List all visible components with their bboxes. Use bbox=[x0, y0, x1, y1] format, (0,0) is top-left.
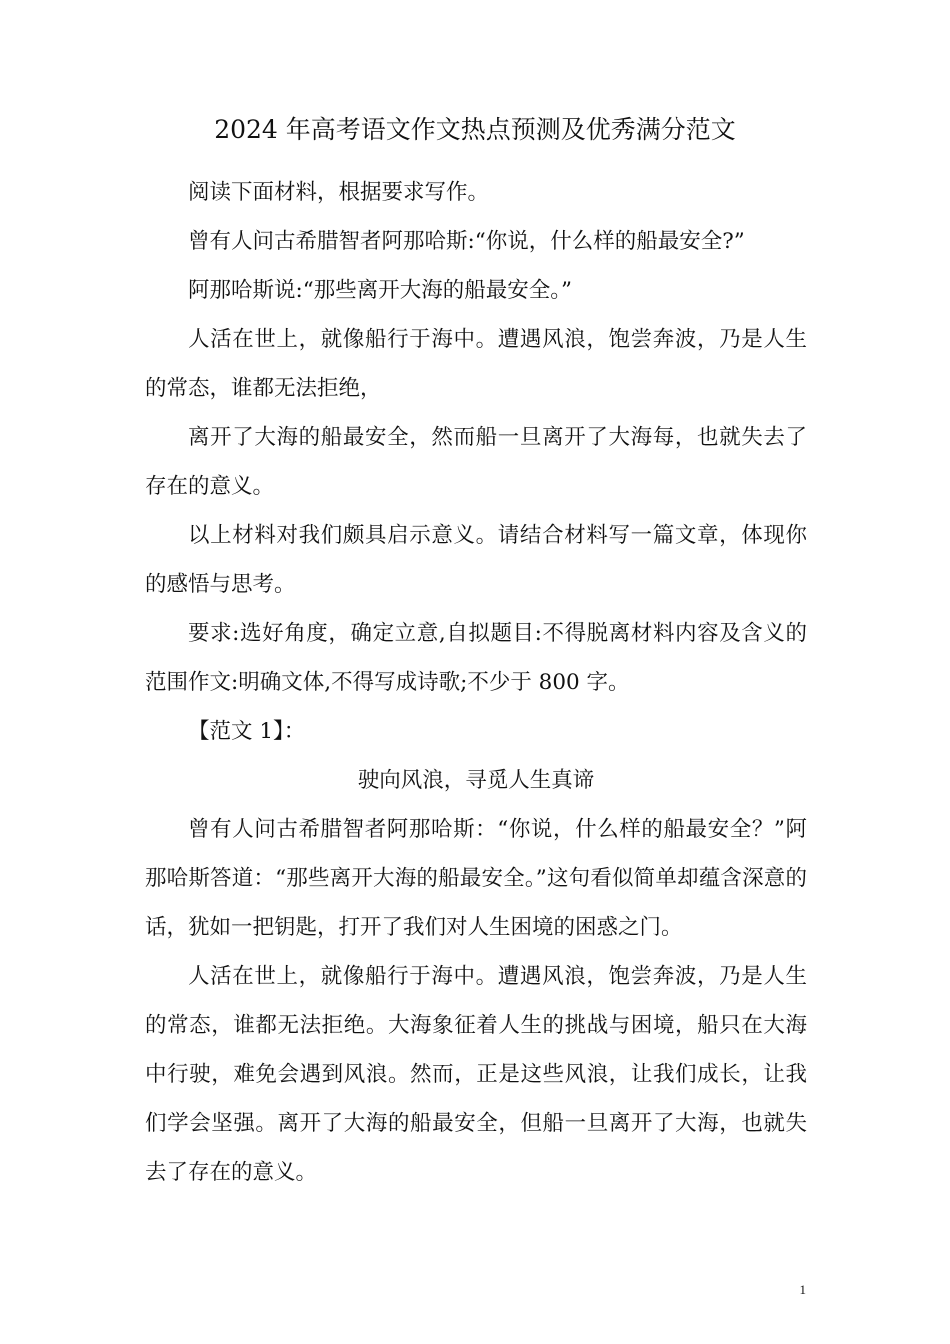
material-answer-paragraph: 阿那哈斯说:“那些离开大海的船最安全。” bbox=[188, 278, 572, 303]
material-question-paragraph: 曾有人问古希腊智者阿那哈斯:“你说，什么样的船最安全?” bbox=[188, 229, 745, 254]
essay-title: 驶向风浪，寻觅人生真谛 bbox=[357, 768, 595, 793]
document-body bbox=[145, 168, 807, 1197]
requirements-paragraph: 要求:选好角度，确定立意,自拟题目:不得脱离材料内容及含义的范围作文:明确文体,不得写成诗歌;不少于 800 字。 bbox=[145, 621, 807, 695]
sample-label: 【范文 1】： bbox=[188, 719, 306, 744]
essay-paragraph: 曾有人问古希腊智者阿那哈斯：“你说，什么样的船最安全？”阿那哈斯答道：“那些离开大海的船最安全。”这句看似简单却蕴含深意的话，犹如一把钥匙，打开了我们对人生困境的困惑之门。 bbox=[145, 817, 807, 940]
document-title: 2024 年高考语文作文热点预测及优秀满分范文 bbox=[214, 115, 736, 144]
material-life-paragraph: 人活在世上，就像船行于海中。遭遇风浪，饱尝奔波，乃是人生的常态，谁都无法拒绝， bbox=[145, 327, 807, 401]
page-number: 1 bbox=[799, 1282, 806, 1297]
essay-paragraph: 人活在世上，就像船行于海中。遭遇风浪，饱尝奔波，乃是人生的常态，谁都无法拒绝。大海象征着人生的挑战与困境，船只在大海中行驶，难免会遇到风浪。然而，正是这些风浪，让我们成长，让我们学会坚强。离开了大海的船最安全，但船一旦离开了大海，也就失去了存在的意义。 bbox=[145, 964, 807, 1185]
task-paragraph: 以上材料对我们颇具启示意义。请结合材料写一篇文章，体现你的感悟与思考。 bbox=[145, 523, 807, 597]
material-meaning-paragraph: 离开了大海的船最安全，然而船一旦离开了大海每，也就失去了存在的意义。 bbox=[145, 425, 807, 499]
instruction-paragraph: 阅读下面材料，根据要求写作。 bbox=[188, 180, 490, 205]
